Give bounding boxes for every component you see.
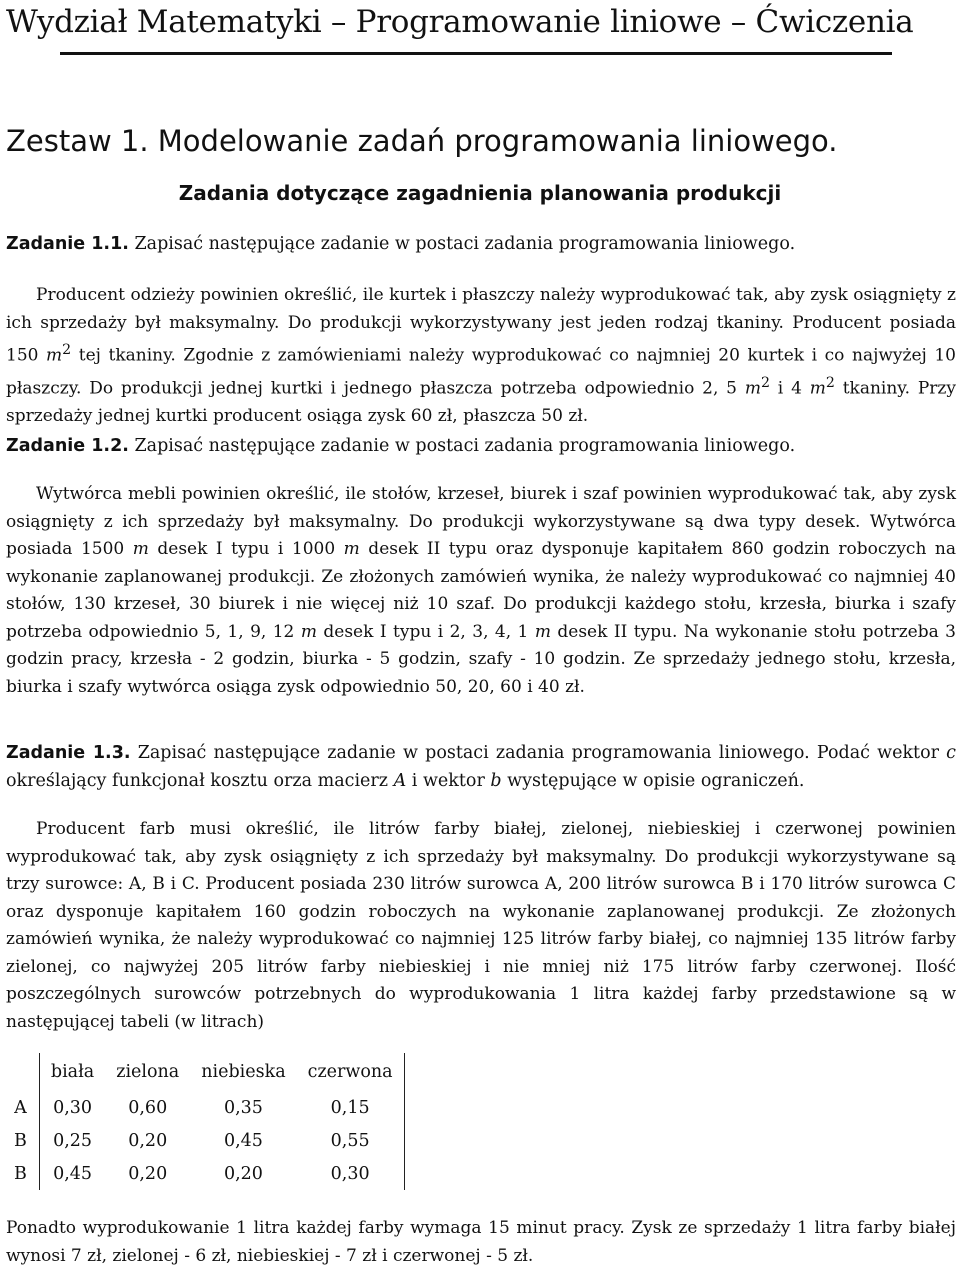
table-column-header: biała xyxy=(50,1062,95,1082)
table-cell: 0,25 xyxy=(53,1130,93,1151)
unit-m: m xyxy=(744,378,761,399)
task-3-instruction: występujące w opisie ograniczeń. xyxy=(501,770,805,791)
table-row-label: B xyxy=(4,1124,39,1157)
task-1-text-part: Producent odzieży powinien określić, ile kurtek i płaszczy należy wyprodukować tak, aby zysk osiągnięty z ich sprzedaży był maksymalny. Do produkcji wykorzystywany jest jeden rodzaj tkaniny. Producent posiada 150 xyxy=(6,285,956,366)
unit-m: m xyxy=(132,539,149,559)
task-1-text-part: tkaniny. Przy sprzedaży jednej kurtki producent osiąga zysk 60 zł, płaszcza 50 zł. xyxy=(6,378,956,427)
table-row-label: A xyxy=(4,1091,39,1124)
table-cell: 0,20 xyxy=(223,1163,263,1184)
task-2-instruction: Zapisać następujące zadanie w postaci zadania programowania liniowego. xyxy=(134,436,796,456)
table-cell: 0,30 xyxy=(53,1097,93,1118)
task-3-text: Producent farb musi określić, ile litrów farby białej, zielonej, niebieskiej i czerwonej powinien wyprodukować tak, aby zysk osiągnięty z ich sprzedaży był maksymalny. Do produkcji wykorzystywane są trzy surowce: A, B i C. Producent posiada 230 litrów surowca A, 200 litrów surowca B i 170 litrów surowca C oraz dysponuje kapitałem 160 godzin roboczych na wykonanie zaplanowanej produkcji. Ze złożonych zamówień wynika, że należy wyprodukować co najmniej 125 litrów farby białej, co najmniej 135 litrów farby zielonej, co najwyżej 205 litrów farby niebieskiej i nie mniej niż 175 litrów farby czerwonej. Ilość poszczególnych surowców potrzebnych do wyprodukowania 1 litra każdej farby przedstawione są w następującej tabeli (w litrach) xyxy=(6,819,956,1032)
task-3-instruction: określający funkcjonał kosztu orza macierz xyxy=(6,770,394,791)
unit-exponent: 2 xyxy=(62,342,72,358)
vector-c: c xyxy=(946,743,956,763)
task-1-label: Zadanie 1.1. xyxy=(6,234,129,254)
task-1-text-part: tej tkaniny. Zgodnie z zamówieniami należy wyprodukować co najmniej 20 kurtek i co najwyżej 10 płaszczy. Do produkcji jednej kurtki i jednego płaszcza potrzeba odpowiednio 2, 5 xyxy=(6,345,956,399)
matrix-a: A xyxy=(393,770,407,791)
task-3-body xyxy=(6,816,956,1036)
table-row xyxy=(4,1091,404,1124)
table-cell: 0,60 xyxy=(128,1097,168,1118)
task-1-body xyxy=(6,282,956,431)
table-column-header: niebieska xyxy=(201,1062,286,1082)
unit-m: m xyxy=(343,539,360,559)
task-2-text-part: desek II typu. Na wykonanie stołu potrzeba 3 godzin pracy, krzesła - 2 godzin, biurka - 5 godzin, szafy - 10 godzin. Ze sprzedaży jednego stołu, krzesła, biurka i szafy wytwórca osiąga zysk odpowiednio 50, 20, 60 i 40 zł. xyxy=(6,621,956,697)
table-cell: 0,55 xyxy=(297,1124,404,1157)
header-divider xyxy=(60,52,892,55)
table-header-row xyxy=(4,1053,404,1091)
table-cell: 0,45 xyxy=(223,1130,263,1151)
table-corner-cell xyxy=(4,1053,39,1091)
task-1-text-part: i 4 xyxy=(769,378,810,399)
unit-exponent: 2 xyxy=(825,375,835,392)
task-3-heading xyxy=(6,740,956,795)
task-2-text-part: Wytwórca mebli powinien określić, ile stołów, krzeseł, biurek i szaf powinien wyprodukować tak, aby zysk osiągnięty z ich sprzedaży był maksymalny. Do produkcji wykorzystywane są dwa typy desek. Wytwórca posiada 1500 xyxy=(6,484,956,559)
table-row xyxy=(4,1157,404,1190)
task-3-instruction: Zapisać następujące zadanie w postaci zadania programowania liniowego. Podać wektor xyxy=(137,743,947,763)
task-1-instruction: Zapisać następujące zadanie w postaci zadania programowania liniowego. xyxy=(134,234,796,254)
unit-m: m xyxy=(809,378,826,399)
task-3-footer: Ponadto wyprodukowanie 1 litra każdej farby wymaga 15 minut pracy. Zysk ze sprzedaży 1 litra farby białej wynosi 7 zł, zielonej - 6 zł, niebieskiej - 7 zł i czerwonej - 5 zł. xyxy=(6,1218,956,1266)
task-3-instruction: i wektor xyxy=(406,770,491,791)
table-cell: 0,30 xyxy=(297,1157,404,1190)
unit-m: m xyxy=(46,345,63,366)
unit-m: m xyxy=(300,621,317,642)
table-cell: 0,20 xyxy=(128,1130,168,1151)
task-2-text-part: desek I typu i 1000 xyxy=(148,539,344,559)
set-title: Zestaw 1. Modelowanie zadań programowania liniowego. xyxy=(6,124,838,158)
table-column-header: zielona xyxy=(116,1062,180,1082)
task-2-text-part: desek I typu i 2, 3, 4, 1 xyxy=(316,621,535,642)
table-cell: 0,35 xyxy=(223,1097,263,1118)
table-row-label: B xyxy=(4,1157,39,1190)
table-column-header: czerwona xyxy=(297,1053,404,1091)
task-2-heading xyxy=(6,432,954,460)
table-cell: 0,20 xyxy=(128,1163,168,1184)
table-cell: 0,45 xyxy=(53,1163,93,1184)
task-3-label: Zadanie 1.3. xyxy=(6,743,131,763)
task-2-body xyxy=(6,481,956,701)
task-2-text-part: desek II typu oraz dysponuje kapitałem 860 godzin roboczych na wykonanie zaplanowanej produkcji. Ze złożonych zamówień wynika, że należy wyprodukować co najmniej 40 stołów, 130 krzeseł, 30 biurek i nie więcej niż 10 szaf. Do produkcji każdego stołu, krzesła, biurka i szafy potrzeba odpowiednio 5, 1, 9, 12 xyxy=(6,539,957,642)
header-title: Wydział Matematyki – Programowanie liniowe – Ćwiczenia xyxy=(6,4,914,40)
vector-b: b xyxy=(490,770,502,791)
raw-materials-table xyxy=(4,1053,405,1190)
table-row xyxy=(4,1124,404,1157)
task-2-label: Zadanie 1.2. xyxy=(6,436,129,456)
unit-m: m xyxy=(534,621,551,642)
section-title: Zadania dotyczące zagadnienia planowania produkcji xyxy=(178,181,782,205)
task-1-heading xyxy=(6,230,954,258)
unit-exponent: 2 xyxy=(760,375,770,392)
table-cell: 0,15 xyxy=(297,1091,404,1124)
